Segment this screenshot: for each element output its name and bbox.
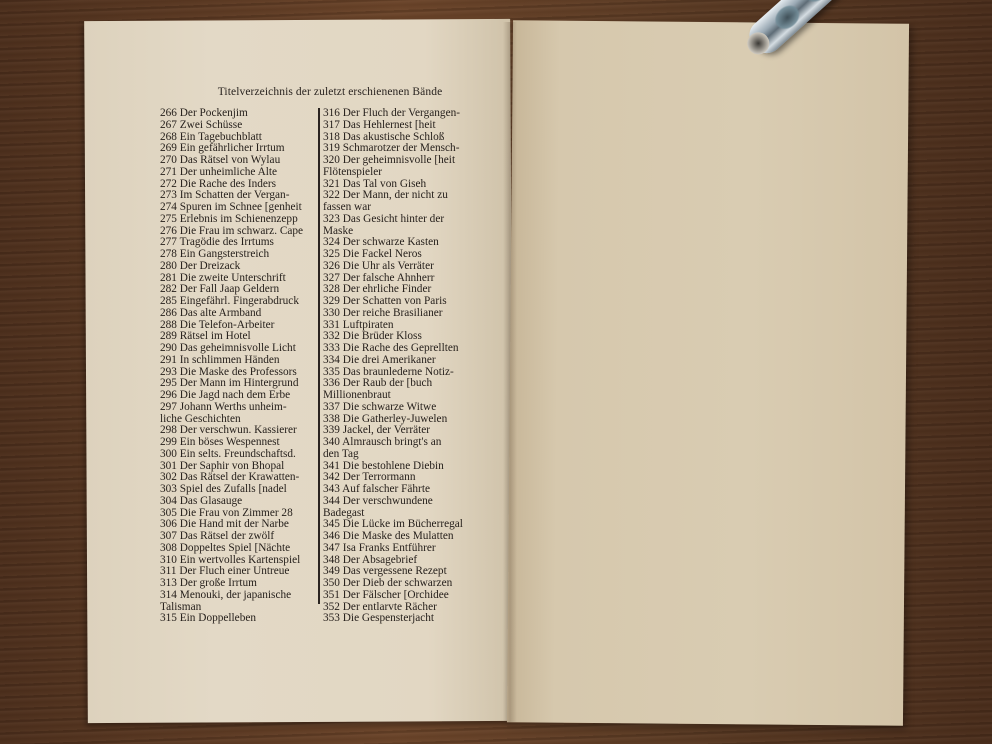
title-entry: 301 Der Saphir von Bhopal: [160, 460, 285, 472]
title-entry: 302 Das Rätsel der Krawatten-: [160, 472, 300, 484]
title-entry: 296 Die Jagd nach dem Erbe: [160, 390, 291, 401]
column-divider: [318, 108, 320, 604]
title-entry: 306 Die Hand mit der Narbe: [160, 519, 289, 531]
title-entry: 325 Die Fackel Neros: [323, 249, 422, 260]
title-entry: 350 Der Dieb der schwarzen: [323, 578, 453, 589]
title-entry: Badegast: [323, 507, 365, 519]
title-entry: 290 Das geheimnisvolle Licht: [160, 343, 296, 354]
title-entry: 295 Der Mann im Hintergrund: [160, 378, 299, 390]
title-entry: 293 Die Maske des Professors: [160, 366, 297, 378]
title-entry: 308 Doppeltes Spiel [Nächte: [160, 542, 291, 554]
title-entry: 339 Jackel, der Verräter: [323, 425, 431, 437]
title-entry: 338 Die Gatherley-Juwelen: [323, 413, 448, 425]
book-gutter: [503, 22, 517, 722]
title-entry: 334 Die drei Amerikaner: [323, 354, 436, 366]
title-entry: 327 Der falsche Ahnherr: [323, 272, 435, 284]
title-entry: 269 Ein gefährlicher Irrtum: [160, 143, 285, 155]
title-entry: 304 Das Glasauge: [160, 495, 243, 507]
title-entry: 319 Schmarotzer der Mensch-: [323, 143, 460, 155]
title-entry: 343 Auf falscher Fährte: [323, 484, 430, 495]
title-entry: 285 Eingefährl. Fingerabdruck: [160, 296, 299, 307]
title-entry: 322 Der Mann, der nicht zu: [323, 190, 448, 202]
title-entry: 272 Die Rache des Inders: [160, 178, 277, 190]
title-entry: 298 Der verschwun. Kassierer: [160, 425, 297, 437]
title-entry: 300 Ein selts. Freundschaftsd.: [160, 448, 296, 460]
title-entry: Talisman: [160, 601, 202, 613]
title-entry: 305 Die Frau von Zimmer 28: [160, 507, 293, 519]
title-entry: 311 Der Fluch einer Untreue: [160, 566, 290, 578]
title-entry: 352 Der entlarvte Rächer: [323, 601, 437, 613]
title-entry: 299 Ein böses Wespennest: [160, 437, 280, 448]
title-entry: 266 Der Pockenjim: [160, 108, 248, 119]
title-entry: 344 Der verschwundene: [323, 495, 433, 507]
title-entry: 332 Die Brüder Kloss: [323, 331, 422, 343]
page-heading: Titelverzeichnis der zuletzt erschienenen Bände: [217, 86, 443, 98]
title-entry: 271 Der unheimliche Alte: [160, 166, 278, 178]
title-entry: 278 Ein Gangsterstreich: [160, 249, 270, 260]
title-entry: 351 Der Fälscher [Orchidee: [323, 589, 449, 601]
title-entry: 330 Der reiche Brasilianer: [323, 307, 443, 319]
title-entry: 277 Tragödie des Irrtums: [160, 237, 274, 249]
title-entry: Maske: [323, 225, 354, 237]
title-entry: 324 Der schwarze Kasten: [323, 237, 439, 249]
title-entry: 281 Die zweite Unterschrift: [160, 272, 286, 284]
title-entry: 347 Isa Franks Entführer: [323, 542, 436, 554]
title-list-right: [323, 108, 483, 625]
title-entry: 328 Der ehrliche Finder: [323, 284, 432, 296]
title-entry: 317 Das Hehlernest [heit: [323, 119, 436, 131]
title-entry: 346 Die Maske des Mulatten: [323, 531, 454, 542]
title-entry: 313 Der große Irrtum: [160, 578, 257, 589]
title-entry: 353 Die Gespensterjacht: [323, 613, 435, 625]
title-entry: 288 Die Telefon-Arbeiter: [160, 319, 275, 331]
title-entry: 275 Erlebnis im Schienenzepp: [160, 213, 298, 225]
title-entry: 342 Der Terrormann: [323, 472, 416, 484]
title-entry: 297 Johann Werths unheim-: [160, 401, 287, 413]
title-entry: 321 Das Tal von Giseh: [323, 178, 427, 190]
title-entry: Millionenbraut: [323, 390, 391, 401]
title-entry: 337 Die schwarze Witwe: [323, 401, 437, 413]
title-entry: 280 Der Dreizack: [160, 260, 241, 272]
title-list-left: [160, 108, 318, 625]
title-entry: 282 Der Fall Jaap Geldern: [160, 284, 280, 296]
title-entry: 316 Der Fluch der Vergangen-: [323, 108, 460, 119]
title-entry: 335 Das braunlederne Notiz-: [323, 366, 454, 378]
title-entry: 336 Der Raub der [buch: [323, 378, 433, 390]
title-entry: 341 Die bestohlene Diebin: [323, 460, 444, 472]
title-entry: 320 Der geheimnisvolle [heit: [323, 155, 456, 166]
title-entry: 307 Das Rätsel der zwölf: [160, 531, 275, 542]
title-entry: 314 Menouki, der japanische: [160, 589, 292, 601]
title-entry: 349 Das vergessene Rezept: [323, 566, 447, 578]
title-entry: 345 Die Lücke im Bücherregal: [323, 519, 463, 531]
title-entry: 315 Ein Doppelleben: [160, 613, 257, 625]
title-entry: 340 Almrausch bringt's an: [323, 437, 442, 448]
title-entry: 276 Die Frau im schwarz. Cape: [160, 225, 304, 237]
title-entry: 270 Das Rätsel von Wylau: [160, 155, 281, 166]
title-entry: 291 In schlimmen Händen: [160, 354, 280, 366]
title-entry: 286 Das alte Armband: [160, 307, 262, 319]
title-entry: 348 Der Absagebrief: [323, 554, 418, 566]
title-entry: 323 Das Gesicht hinter der: [323, 213, 445, 225]
title-entry: 268 Ein Tagebuchblatt: [160, 131, 262, 143]
title-entry: 329 Der Schatten von Paris: [323, 296, 447, 307]
title-entry: 333 Die Rache des Geprellten: [323, 343, 459, 354]
title-entry: Flötenspieler: [323, 166, 382, 178]
title-entry: 274 Spuren im Schnee [genheit: [160, 202, 302, 213]
title-entry: 267 Zwei Schüsse: [160, 119, 243, 131]
title-entry: 273 Im Schatten der Vergan-: [160, 190, 290, 202]
title-entry: den Tag: [323, 448, 359, 460]
title-entry: 303 Spiel des Zufalls [nadel: [160, 484, 287, 495]
title-entry: 310 Ein wertvolles Kartenspiel: [160, 554, 301, 566]
title-entry: fassen war: [323, 202, 371, 213]
title-entry: 289 Rätsel im Hotel: [160, 331, 251, 343]
title-entry: 326 Die Uhr als Verräter: [323, 260, 434, 272]
title-entry: liche Geschichten: [160, 413, 241, 425]
title-entry: 318 Das akustische Schloß: [323, 131, 445, 143]
right-page: [507, 20, 909, 725]
title-entry: 331 Luftpiraten: [323, 319, 394, 331]
